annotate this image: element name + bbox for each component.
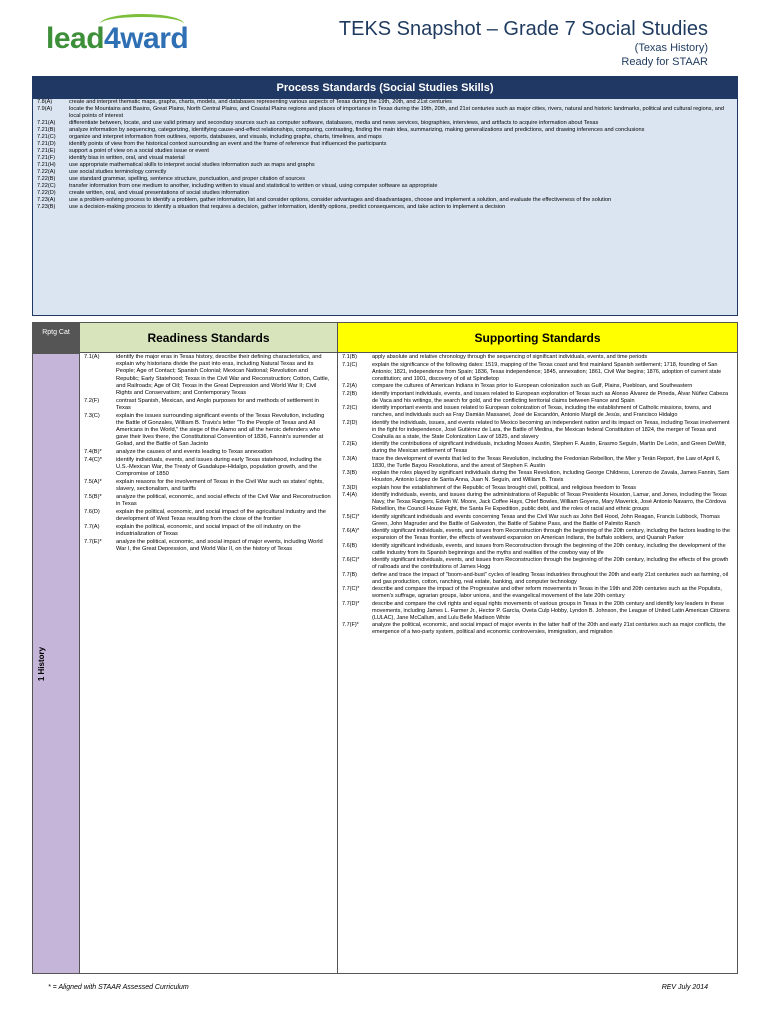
readiness-standard-row	[84, 413, 333, 449]
process-standard-code: 7.9(A)	[37, 106, 53, 112]
process-standards-list	[33, 99, 737, 211]
logo-lead: lead	[46, 22, 105, 55]
supporting-standard-text: identify the contributions of significant individuals, including Moses Austin, Stephen F. Austin, Erasmo Seguín, Martín De León, and Green DeWitt, during the Mexican settlement of Texas	[372, 441, 727, 454]
readiness-standard-code: 7.3(C)	[84, 412, 100, 419]
process-standard-row	[33, 183, 737, 190]
readiness-list	[80, 353, 337, 554]
readiness-standard-text: analyze the causes of and events leading to Texas annexation	[116, 449, 273, 456]
supporting-standard-text: describe and compare the impact of the Progressive and other reform movements in Texas in the 19th and 20th centuries such as the Populists, women's suffrage, agrarian groups, labor unions, and the evangelical movement of the late 20th century	[372, 586, 722, 599]
readiness-column	[79, 323, 337, 973]
process-standard-code: 7.8(A)	[37, 99, 53, 105]
supporting-standard-text: identify individuals, events, and issues during the administrations of Republic of Texas Presidents Houston, Lamar, and Jones, including the Texas Navy, the Texas Rangers, Edwin W. Moore, Jack Coffee Hays, Chief Bowles, William Goyens, Mary Maverick, José Antonio Navarro, the Córdova Rebellion, the Council House Fight, the Santa Fe Expedition, public debt, and the roles of racial and ethnic groups	[372, 492, 727, 512]
supporting-standard-text: define and trace the impact of "boom-and-bust" cycles of leading Texas industries throughout the 20th and early 21st centuries such as farming, oil and gas production, cotton, ranching, real estate, banking, and computer technology	[372, 571, 729, 585]
supporting-standard-row	[342, 492, 733, 513]
page-header	[0, 0, 768, 72]
readiness-standard-row	[84, 457, 333, 479]
supporting-standard-row	[342, 441, 733, 455]
supporting-standard-row	[342, 354, 733, 361]
readiness-standard-code: 7.7(A)	[84, 523, 100, 530]
supporting-standard-row	[342, 383, 733, 390]
process-standard-row	[33, 148, 737, 155]
supporting-standard-row	[342, 586, 733, 600]
process-standard-text: transfer information from one medium to another, including written to visual and statistical to written or visual, using computer software as appropriate	[69, 183, 438, 189]
readiness-standard-text: explain the political, economic, and social impact of the oil industry on the industrialization of Texas	[116, 523, 301, 537]
process-standard-code: 7.21(B)	[37, 127, 56, 133]
supporting-heading: Supporting Standards	[338, 323, 737, 353]
readiness-standard-text: contrast Spanish, Mexican, and Anglo purposes for and methods of settlement in Texas	[116, 397, 319, 411]
process-standard-code: 7.22(C)	[37, 183, 56, 189]
process-standard-code: 7.21(E)	[37, 148, 56, 154]
readiness-standard-code: 7.5(B)*	[84, 493, 102, 500]
readiness-standard-row	[84, 398, 333, 412]
process-standard-row	[33, 120, 737, 127]
readiness-heading: Readiness Standards	[80, 323, 337, 353]
process-standard-text: create written, oral, and visual presentations of social studies information	[69, 190, 250, 196]
logo-ward: ward	[120, 22, 189, 55]
supporting-standard-code: 7.3(A)	[342, 455, 357, 462]
reporting-category-column	[33, 323, 79, 973]
process-standard-code: 7.22(A)	[37, 169, 56, 175]
supporting-standard-text: identify significant individuals, events, and issues from Reconstruction through the beginning of the 20th century, including the development of the cattle industry from its Spanish beginnings and the myths and realities of the cowboy way of life	[372, 542, 726, 556]
supporting-standard-row	[342, 622, 733, 636]
process-standard-text: differentiate between, locate, and use valid primary and secondary sources such as computer software, databases, media and news services, biographies, interviews, and artifacts to acquire information about Texas	[69, 120, 599, 126]
supporting-standard-row	[342, 391, 733, 405]
supporting-standard-text: identify significant individuals, events, and issues from Reconstruction through the beginning of the 20th century, including the factors leading to the expansion of the Texas frontier, the effects of westward expansion on American Indians, the buffalo soldiers, and Quanah Parker	[372, 528, 730, 541]
readiness-standard-code: 7.7(E)*	[84, 538, 102, 545]
supporting-standard-code: 7.2(B)	[342, 390, 357, 397]
readiness-standard-row	[84, 479, 333, 493]
process-standard-text: use standard grammar, spelling, sentence structure, punctuation, and proper citation of sources	[69, 176, 306, 182]
process-standard-code: 7.21(C)	[37, 134, 56, 140]
readiness-standard-code: 7.4(B)*	[84, 449, 102, 456]
process-standard-text: organize and interpret information from outlines, reports, databases, and visuals, including graphs, charts, timelines, and maps	[69, 134, 382, 140]
process-standard-text: use a decision-making process to identify a situation that requires a decision, gather information, identify options, predict consequences, and take action to implement a decision	[69, 204, 506, 210]
readiness-standard-text: analyze the political, economic, and social impact of major events, including World War I, the Great Depression, and World War II, on the history of Texas	[116, 538, 323, 552]
process-standard-row	[33, 197, 737, 204]
process-standard-row	[33, 134, 737, 141]
supporting-standard-row	[342, 514, 733, 528]
supporting-standard-row	[342, 543, 733, 557]
supporting-standard-text: describe and compare the civil rights and equal rights movements of various groups in Texas in the 20th century and identify key leaders in these movements, including James L. Farmer Jr., Hector P. García, Oveta Culp Hobby, Lyndon B. Johnson, the League of United Latin American Citizens (LULAC), Jane McCallum, and Lulu Belle Madison White	[372, 600, 730, 621]
supporting-standard-row	[342, 456, 733, 470]
supporting-standard-row	[342, 572, 733, 586]
supporting-standard-text: identify significant individuals, events, and issues from Reconstruction through the beginning of the 20th century, including the effects of the growth of railroads and the contributions of James Hogg	[372, 557, 729, 570]
rptg-cat-label: 1 History	[37, 646, 46, 682]
process-standard-code: 7.21(A)	[37, 120, 56, 126]
supporting-standard-code: 7.2(D)	[342, 419, 358, 426]
readiness-standard-code: 7.1(A)	[84, 354, 100, 360]
process-standard-row	[33, 176, 737, 183]
readiness-standard-row	[84, 524, 333, 538]
readiness-standard-row	[84, 509, 333, 523]
process-standard-text: identify bias in written, oral, and visual material	[69, 155, 185, 161]
readiness-standard-row	[84, 449, 333, 456]
readiness-standard-text: explain the issues surrounding significant events of the Texas Revolution, including the Battle of Gonzales, William B. Travis's letter "To the People of Texas and All Americans in the World," the siege of the Alamo and all the heroic defenders who gave their lives there, the Constitutional Convention of 1836, Fannin's surrender at Goliad, and the Battle of San Jacinto	[116, 412, 325, 448]
process-standard-code: 7.21(H)	[37, 162, 56, 168]
page-subtitle-staar: Ready for STAAR	[621, 56, 708, 68]
supporting-standard-row	[342, 362, 733, 383]
readiness-standard-code: 7.2(F)	[84, 397, 100, 404]
process-standard-text: analyze information by sequencing, categorizing, identifying cause-and-effect relationships, comparing, contrasting, finding the main idea, summarizing, making generalizations and predictions, and drawing inferences and conclusions	[69, 127, 645, 133]
supporting-standard-row	[342, 405, 733, 419]
supporting-standard-code: 7.6(A)*	[342, 528, 360, 534]
process-standards-box	[32, 76, 738, 316]
supporting-standard-code: 7.1(C)	[342, 361, 358, 368]
supporting-standard-code: 7.1(B)	[342, 354, 357, 360]
logo-four: 4	[104, 22, 121, 55]
supporting-standard-code: 7.2(A)	[342, 383, 357, 389]
process-standard-text: support a point of view on a social studies issue or event	[69, 148, 209, 154]
process-standard-code: 7.21(D)	[37, 141, 56, 147]
footer-note: * = Aligned with STAAR Assessed Curriculum	[48, 984, 189, 991]
supporting-standard-row	[342, 528, 733, 542]
lead4ward-logo	[46, 22, 188, 56]
supporting-standard-row	[342, 420, 733, 441]
page-subtitle-course: (Texas History)	[634, 42, 708, 54]
process-standard-row	[33, 127, 737, 134]
supporting-standard-code: 7.7(D)*	[342, 600, 360, 607]
process-standard-text: use appropriate mathematical skills to interpret social studies information such as maps and graphs	[69, 162, 315, 168]
supporting-standard-code: 7.4(A)	[342, 492, 357, 498]
process-standard-code: 7.21(F)	[37, 155, 56, 161]
footer-revision: REV July 2014	[661, 984, 708, 991]
supporting-standard-code: 7.7(B)	[342, 571, 357, 578]
readiness-standard-code: 7.5(A)*	[84, 478, 102, 485]
process-standard-text: identify points of view from the historical context surrounding an event and the frame of reference that influenced the participants	[69, 141, 387, 147]
process-standard-row	[33, 99, 737, 106]
supporting-column	[337, 323, 737, 973]
supporting-standard-text: compare the cultures of American Indians in Texas prior to European colonization such as Gulf, Plains, Puebloan, and Southeastern	[372, 383, 693, 389]
readiness-standard-row	[84, 539, 333, 553]
supporting-standard-text: identify the individuals, issues, and events related to Mexico becoming an independent nation and its impact on Texas, including Texas involvement in the fight for independence, José Gutiérrez de Lara, the Battle of Medina, the Mexican federal Constitution of 1824, the merger of Texas and Coahuila as a state, the State Colonization Law of 1825, and slavery	[372, 419, 730, 440]
readiness-standard-row	[84, 494, 333, 508]
process-standard-code: 7.23(A)	[37, 197, 56, 203]
readiness-standard-text: explain reasons for the involvement of Texas in the Civil War such as states' rights, slavery, sectionalism, and tariffs	[116, 478, 324, 493]
supporting-standard-code: 7.3(D)	[342, 484, 358, 491]
supporting-standard-row	[342, 485, 733, 492]
supporting-standard-text: identify significant individuals and events concerning Texas and the Civil War such as John Bell Hood, John Reagan, Francis Lubbock, Thomas Green, John Magruder and the Battle of Galveston, the Battle of Sabine Pass, and the Battle of Palmito Ranch	[372, 513, 720, 527]
process-standard-text: use social studies terminology correctly	[69, 169, 167, 175]
readiness-standard-text: analyze the political, economic, and social effects of the Civil War and Reconstruction in Texas	[116, 493, 331, 508]
process-standard-text: locate the Mountains and Basins, Great Plains, North Central Plains, and Coastal Plains regions and places of importance in Texas during the 19th, 20th, and 21st centuries such as major cities, rivers, natural and historic landmarks, political and cultural regions, and local points of interest	[69, 106, 725, 119]
supporting-standard-row	[342, 557, 733, 571]
supporting-standard-text: explain how the establishment of the Republic of Texas brought civil, political, and religious freedom to Texas	[372, 484, 636, 491]
process-standard-text: create and interpret thematic maps, graphs, charts, models, and databases representing various aspects of Texas during the 19th, 20th, and 21st centuries	[69, 99, 452, 105]
supporting-standard-text: trace the development of events that led to the Texas Revolution, including the Fredonian Rebellion, the Mier y Terán Report, the Law of April 6, 1830, the Turtle Bayou Resolutions, and the arrest of Stephen F. Austin	[372, 455, 721, 469]
supporting-standard-code: 7.3(B)	[342, 470, 357, 476]
process-standard-row	[33, 190, 737, 197]
supporting-standard-code: 7.6(B)	[342, 542, 357, 549]
process-standards-heading: Process Standards (Social Studies Skills)	[33, 77, 737, 99]
process-standard-code: 7.22(D)	[37, 190, 56, 196]
process-standard-row	[33, 106, 737, 120]
page-title: TEKS Snapshot – Grade 7 Social Studies	[338, 18, 708, 40]
readiness-standard-code: 7.4(C)*	[84, 456, 103, 463]
supporting-standard-text: analyze the political, economic, and social impact of major events in the latter half of the 20th and early 21st centuries such as major conflicts, the emergence of a two-party system, political and economic controversies, immigration, and migration	[372, 622, 726, 635]
supporting-standard-code: 7.7(F)*	[342, 622, 359, 628]
supporting-standard-code: 7.2(C)	[342, 405, 358, 411]
readiness-standard-row	[84, 354, 333, 397]
supporting-standard-text: identify important individuals, events, and issues related to European exploration of Texas such as Alonso Álvarez de Pineda, Álvar Núñez Cabeza de Vaca and his writings, the search for gold, and the conflicting territorial claims between France and Spain	[372, 390, 729, 404]
supporting-standard-code: 7.5(C)*	[342, 513, 360, 520]
rptg-cat-heading: Rptg Cat	[33, 323, 79, 353]
readiness-standard-text: identify individuals, events, and issues during early Texas statehood, including the U.S.-Mexican War, the Treaty of Guadalupe-Hidalgo, population growth, and the Compromise of 1850	[116, 456, 322, 478]
process-standard-row	[33, 204, 737, 211]
readiness-standard-code: 7.6(D)	[84, 508, 100, 515]
process-standard-code: 7.22(B)	[37, 176, 56, 182]
rptg-cat-cell	[33, 353, 79, 973]
standards-table	[32, 322, 738, 974]
supporting-standard-text: apply absolute and relative chronology through the sequencing of significant individuals, events, and time periods	[372, 354, 648, 360]
supporting-standard-code: 7.7(C)*	[342, 586, 360, 592]
process-standard-row	[33, 155, 737, 162]
readiness-standard-text: identify the major eras in Texas history, describe their defining characteristics, and explain why historians divide the past into eras, including Natural Texas and its People; Age of Contact; Spanish Colonial; Mexican National; Revolution and Republic; Early Statehood; Texas in the Civil War and Reconstruction; Cotton, Cattle, and Railroads; Age of Oil; Texas in the Great Depression and World War II; Civil Rights and Conservatism; and Contemporary Texas	[116, 354, 330, 397]
supporting-standard-row	[342, 470, 733, 484]
supporting-standard-code: 7.2(E)	[342, 441, 357, 447]
process-standard-code: 7.23(B)	[37, 204, 56, 210]
supporting-list	[338, 353, 737, 638]
supporting-standard-code: 7.6(C)*	[342, 557, 360, 563]
process-standard-row	[33, 141, 737, 148]
readiness-standard-text: explain the political, economic, and social impact of the agricultural industry and the development of West Texas resulting from the close of the frontier	[116, 508, 326, 522]
process-standard-row	[33, 169, 737, 176]
process-standard-row	[33, 162, 737, 169]
supporting-standard-text: identify important events and issues related to European colonization of Texas, including the establishment of Catholic missions, towns, and ranches, and individuals such as Fray Damián Massanet, José de Escandón, Antonio Margil de Jesús, and Francisco Hidalgo	[372, 405, 712, 418]
supporting-standard-row	[342, 601, 733, 622]
title-block	[339, 18, 708, 69]
supporting-standard-text: explain the significance of the following dates: 1519, mapping of the Texas coast and first mainland Spanish settlement; 1718, founding of San Antonio; 1821, independence from Spain; 1836, Texas independence; 1845, annexation; 1861, Civil War begins; 1876, adoption of current state constitution; and 1901, discovery of oil at Spindletop	[372, 361, 722, 382]
process-standard-text: use a problem-solving process to identify a problem, gather information, list and consider options, consider advantages and disadvantages, choose and implement a solution, and evaluate the effectiveness of the solution	[69, 197, 612, 203]
supporting-standard-text: explain the roles played by significant individuals during the Texas Revolution, including George Childress, Lorenzo de Zavala, James Fannin, Sam Houston, Antonio López de Santa Anna, Juan N. Seguín, and William B. Travis	[372, 470, 730, 483]
